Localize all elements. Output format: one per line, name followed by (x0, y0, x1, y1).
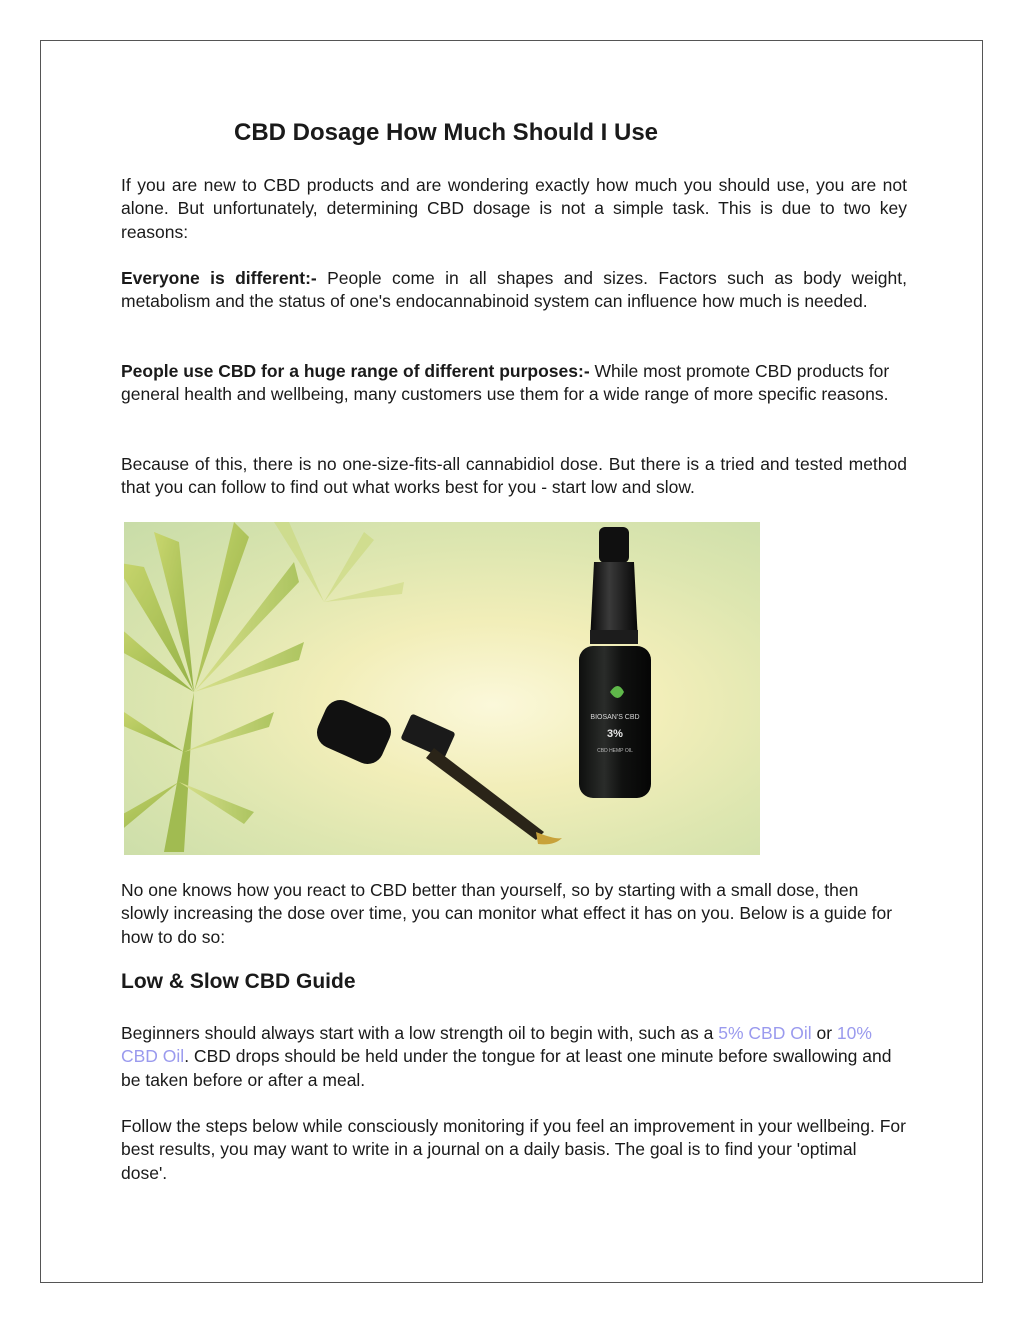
bottle-strength-label: 3% (607, 728, 623, 740)
intro-paragraph (121, 174, 907, 244)
dropper-icon (312, 695, 562, 844)
reason-different-purposes (121, 360, 893, 407)
link-10-percent-cbd-oil[interactable]: 10% CBD Oil (121, 1023, 872, 1067)
bottle-brand-label: BIOSAN'S CBD (590, 714, 640, 721)
after-image-paragraph (121, 879, 907, 949)
cannabis-leaf-icon (124, 522, 404, 852)
reason-1-paragraph (121, 267, 907, 314)
guide-paragraph (121, 1022, 907, 1092)
guide-text-part1: Beginners should always start with a low strength oil to begin with, such as a (121, 1023, 719, 1043)
guide-text (121, 1022, 907, 1092)
guide-text-part2: or (816, 1023, 837, 1043)
reason-2-lead: People use CBD for a huge range of different purposes:- (121, 361, 590, 381)
cbd-oil-bottle-image (124, 522, 760, 855)
conclusion-text: Because of this, there is no one-size-fits-all cannabidiol dose. But there is a tried and tested method that you can follow to find out what works best for you - start low and slow. (121, 454, 907, 498)
reason-everyone-different (121, 267, 907, 314)
reason-1-lead: Everyone is different:- (121, 268, 317, 288)
reason-1-text: People come in all shapes and sizes. Factors such as body weight, metabolism and the status of one's endocannabinoid system can influence how much is needed. (121, 268, 907, 312)
link-5-percent-cbd-oil[interactable]: 5% CBD Oil (718, 1023, 817, 1043)
cbd-bottle-icon (579, 527, 651, 798)
conclusion-paragraph (121, 453, 907, 500)
reason-2-text: While most promote CBD products for general health and wellbeing, many customers use them for a wide range of more specific reasons. (121, 361, 890, 405)
bottle-type-label: CBD HEMP OIL (597, 748, 633, 754)
after-image-text: No one knows how you react to CBD better than yourself, so by starting with a small dose, then slowly increasing the dose over time, you can monitor what effect it has on you. Below is a guide for how to do so: (121, 880, 893, 947)
final-paragraph (121, 1115, 907, 1185)
guide-heading: Low & Slow CBD Guide (121, 970, 356, 993)
intro-text: If you are new to CBD products and are wondering exactly how much you should use, you are not alone. But unfortunately, determining CBD dosage is not a simple task. This is due to two key reasons: (121, 175, 907, 242)
reason-2-paragraph (121, 360, 893, 407)
final-text: Follow the steps below while consciously monitoring if you feel an improvement in your wellbeing. For best results, you may want to write in a journal on a daily basis. The goal is to find your 'optimal dose'. (121, 1116, 906, 1183)
page-title: CBD Dosage How Much Should I Use (234, 119, 659, 146)
guide-text-part3: . CBD drops should be held under the tongue for at least one minute before swallowing and be taken before or after a meal. (121, 1046, 892, 1090)
